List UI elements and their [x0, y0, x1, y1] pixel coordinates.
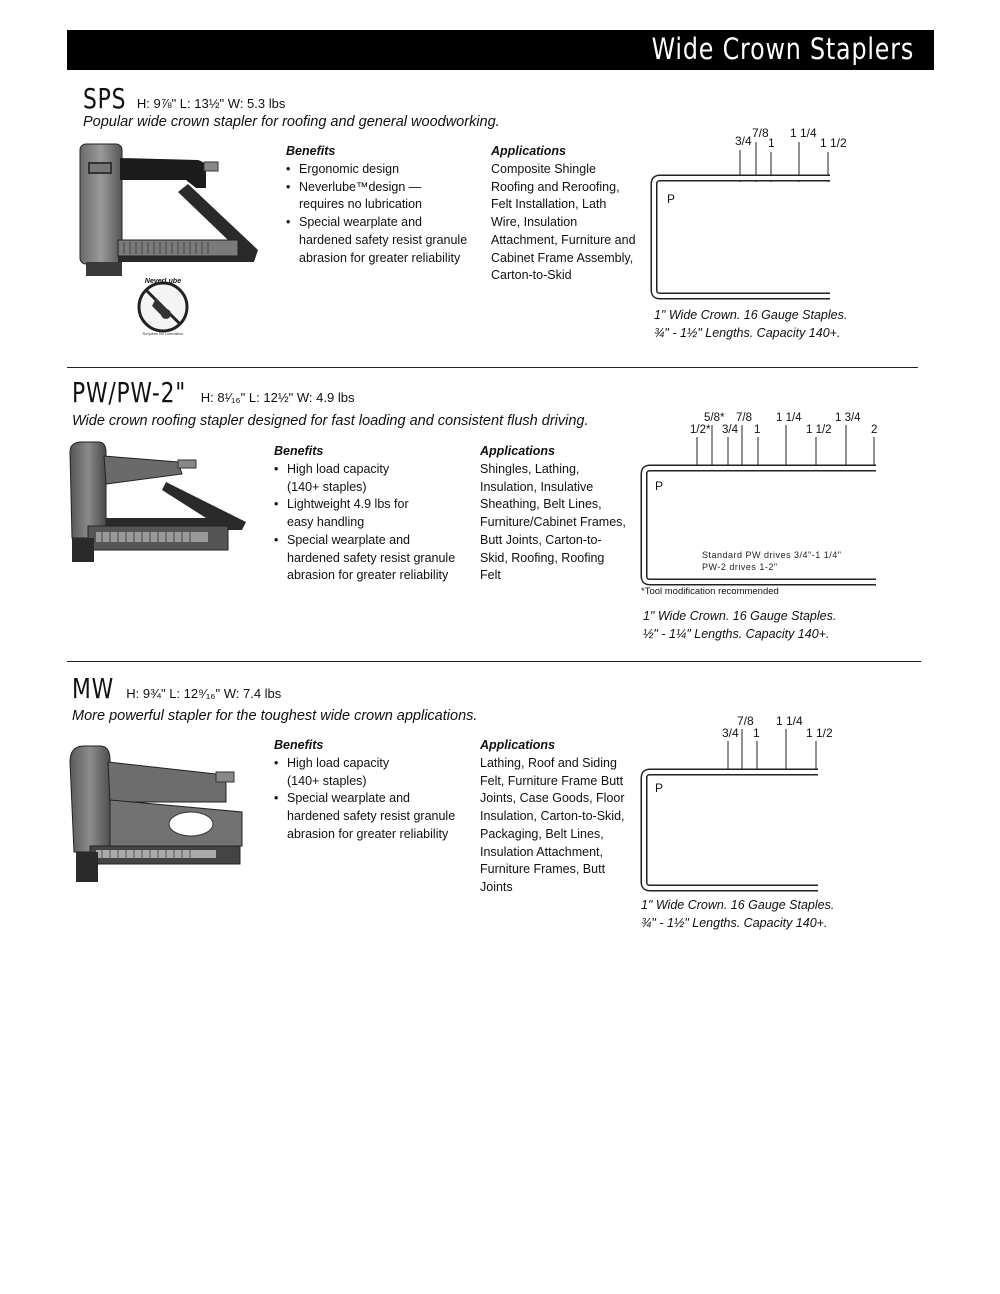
model-heading [72, 672, 281, 705]
model-tagline: More powerful stapler for the toughest wide crown applications. [72, 708, 478, 724]
length-label: 7/8 [736, 412, 752, 424]
length-label: 1 [753, 726, 760, 740]
length-label: 3/4 [722, 726, 739, 740]
length-label: 1 1/2 [806, 726, 833, 740]
length-label: 1 [768, 136, 775, 150]
benefits-heading: Benefits [286, 144, 336, 158]
staple-diagram [636, 712, 846, 892]
caption-line: ¾" - 1½" Lengths. Capacity 140+. [641, 916, 828, 930]
model-specs: H: 9⅞" L: 13½" W: 5.3 lbs [136, 96, 286, 111]
length-label: 1 [754, 424, 761, 436]
length-label: 1 1/2 [820, 136, 847, 150]
model-specs: H: 9¾" L: 12⁹⁄₁₆" W: 7.4 lbs [126, 686, 282, 701]
staple-caption [654, 306, 847, 342]
staple-caption [643, 607, 836, 643]
length-label: 3/4 [722, 424, 738, 436]
section-divider [67, 661, 921, 662]
stapler-image [66, 742, 248, 887]
model-heading [72, 376, 354, 409]
benefit-item: • Special wearplate and hardened safety resist granule abrasion for greater reliability [274, 790, 462, 843]
page-title: Wide Crown Staplers [651, 32, 914, 66]
benefit-item: • Neverlube™design — requires no lubrication [286, 179, 467, 214]
diagram-note: Standard PW drives 3/4"-1 1/4" [702, 550, 842, 560]
point-label: P [667, 192, 676, 206]
benefit-item: • Lightweight 4.9 lbs for easy handling [274, 496, 417, 531]
badge-subtext: Requires No Lubrication [142, 332, 184, 336]
length-label: 2 [871, 424, 878, 436]
point-label: P [655, 479, 664, 493]
caption-line: 1" Wide Crown. 16 Gauge Staples. [643, 609, 837, 623]
applications-heading: Applications [480, 738, 556, 752]
page-header [67, 30, 934, 70]
model-name: SPS [83, 82, 127, 115]
diagram-note: PW-2 drives 1-2" [702, 562, 778, 572]
neverlube-badge [134, 278, 192, 336]
staple-diagram [640, 122, 850, 302]
benefits-heading: Benefits [274, 444, 324, 458]
model-name: PW/PW-2" [72, 376, 187, 409]
benefits-heading: Benefits [274, 738, 324, 752]
staple-caption [641, 896, 834, 932]
length-label: 1 3/4 [835, 412, 861, 424]
point-label: P [655, 781, 664, 795]
model-heading [83, 82, 285, 115]
length-label: 3/4 [735, 134, 752, 148]
length-label: 1 1/4 [790, 126, 817, 140]
applications-text: Shingles, Lathing, Insulation, Insulative Sheathing, Belt Lines, Furniture/Cabinet Frames, Butt Joints, Carton-to-Skid, Roofing, Roofing Felt [480, 462, 626, 583]
stapler-image [78, 140, 264, 285]
caption-line: 1" Wide Crown. 16 Gauge Staples. [641, 898, 835, 912]
badge-text: NeverLube [144, 278, 182, 285]
caption-line: 1" Wide Crown. 16 Gauge Staples. [654, 308, 848, 322]
model-specs: H: 8¹⁄₁₆" L: 12½" W: 4.9 lbs [200, 390, 355, 405]
benefit-item: • High load capacity (140+ staples) [274, 461, 407, 496]
length-label: 1 1/4 [776, 412, 802, 424]
applications-text: Composite Shingle Roofing and Reroofing, Felt Installation, Lath Wire, Insulation Attachment, Furniture and Cabinet Frame Assembly, Carton-to-Skid [491, 162, 636, 283]
applications-heading: Applications [480, 444, 556, 458]
footnote: *Tool modification recommended [641, 586, 779, 597]
benefits-list [274, 461, 464, 585]
section-divider [67, 367, 918, 368]
stapler-image [66, 440, 252, 568]
benefit-item: • High load capacity (140+ staples) [274, 755, 407, 790]
length-label: 7/8 [737, 714, 754, 728]
model-name: MW [72, 672, 114, 705]
benefit-item: • Special wearplate and hardened safety resist granule abrasion for greater reliability [286, 214, 474, 267]
length-label: 1/2* [690, 424, 711, 436]
length-label: 1 1/4 [776, 714, 803, 728]
benefits-list [274, 755, 464, 844]
length-label: 7/8 [752, 126, 769, 140]
caption-line: ½" - 1¼" Lengths. Capacity 140+. [643, 627, 830, 641]
staple-diagram [636, 410, 886, 595]
benefits-list [286, 161, 476, 267]
length-label: 1 1/2 [806, 424, 832, 436]
model-tagline: Wide crown roofing stapler designed for fast loading and consistent flush driving. [72, 413, 589, 429]
length-label: 5/8* [704, 412, 725, 424]
model-tagline: Popular wide crown stapler for roofing and general woodworking. [83, 114, 500, 130]
benefit-item: • Special wearplate and hardened safety resist granule abrasion for greater reliability [274, 532, 462, 585]
benefit-item: • Ergonomic design [286, 161, 476, 179]
applications-heading: Applications [491, 144, 567, 158]
applications-text: Lathing, Roof and Siding Felt, Furniture Frame Butt Joints, Case Goods, Floor Insulation, Carton-to-Skid, Packaging, Belt Lines, Insulation Attachment, Furniture Frames, Butt Joints [480, 756, 625, 894]
caption-line: ¾" - 1½" Lengths. Capacity 140+. [654, 326, 841, 340]
